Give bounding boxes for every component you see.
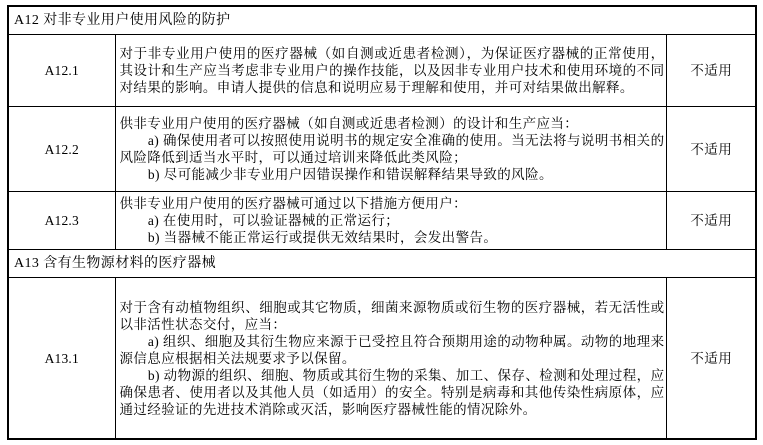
requirement-paragraph: a) 组织、细胞及其衍生物应来源于已受控且符合预期用途的动物种属。动物的地理来源信息应根据相关法规要求予以保留。 xyxy=(119,333,665,366)
section-title: A12 对非专业用户使用风险的防护 xyxy=(8,6,756,35)
verdict-value: 不适用 xyxy=(667,107,756,192)
requirement-text xyxy=(115,192,667,250)
requirement-paragraph: a) 确保使用者可以按照使用说明书的规定安全准确的使用。当无法将与说明书相关的风险降低到适当水平时，可以通过培训来降低此类风险； xyxy=(119,133,665,165)
table-section-row xyxy=(8,250,756,278)
requirements-table-body xyxy=(8,6,756,439)
verdict-value: 不适用 xyxy=(667,192,756,250)
requirement-paragraph: b) 尽可能减少非专业用户因错误操作和错误解释结果导致的风险。 xyxy=(147,167,553,182)
section-title: A13 含有生物源材料的医疗器械 xyxy=(8,250,756,278)
verdict-value: 不适用 xyxy=(667,278,756,440)
requirement-paragraph: 对于含有动植物组织、细胞或其它物质，细菌来源物质或衍生物的医疗器械，若无活性或以非活性状态交付，应当： xyxy=(119,299,665,332)
requirement-paragraph: b) 当器械不能正常运行或提供无效结果时，会发出警告。 xyxy=(147,230,498,245)
table-row xyxy=(8,278,756,440)
clause-number: A13.1 xyxy=(8,278,115,440)
requirement-paragraph: b) 动物源的组织、细胞、物质或其衍生物的采集、加工、保存、检测和处理过程，应确保患者、使用者以及其他人员（如适用）的安全。特别是病毒和其他传染性病原体，应通过经验证的先进技术消除或灭活，影响医疗器械性能的情况除外。 xyxy=(119,367,665,417)
table-row xyxy=(8,107,756,192)
table-row xyxy=(8,35,756,107)
table-section-row xyxy=(8,6,756,35)
requirement-text xyxy=(115,107,667,192)
clause-number: A12.3 xyxy=(8,192,115,250)
clause-number: A12.1 xyxy=(8,35,115,107)
requirement-paragraph: 对于非专业用户使用的医疗器械（如自测或近患者检测），为保证医疗器械的正常使用，其设计和生产应当考虑非专业用户的操作技能，以及因非专业用户技术和使用环境的不同对结果的影响。申请人提供的信息和说明应易于理解和使用，并可对结果做出解释。 xyxy=(119,46,665,95)
table-row xyxy=(8,192,756,250)
requirement-text xyxy=(115,278,667,440)
requirement-paragraph: a) 在使用时，可以验证器械的正常运行； xyxy=(147,213,400,228)
requirement-paragraph: 供非专业用户使用的医疗器械（如自测或近患者检测）的设计和生产应当： xyxy=(119,116,579,131)
requirements-table xyxy=(7,5,757,440)
requirement-text xyxy=(115,35,667,107)
requirement-paragraph: 供非专业用户使用的医疗器械可通过以下措施方便用户： xyxy=(119,196,467,211)
clause-number: A12.2 xyxy=(8,107,115,192)
verdict-value: 不适用 xyxy=(667,35,756,107)
